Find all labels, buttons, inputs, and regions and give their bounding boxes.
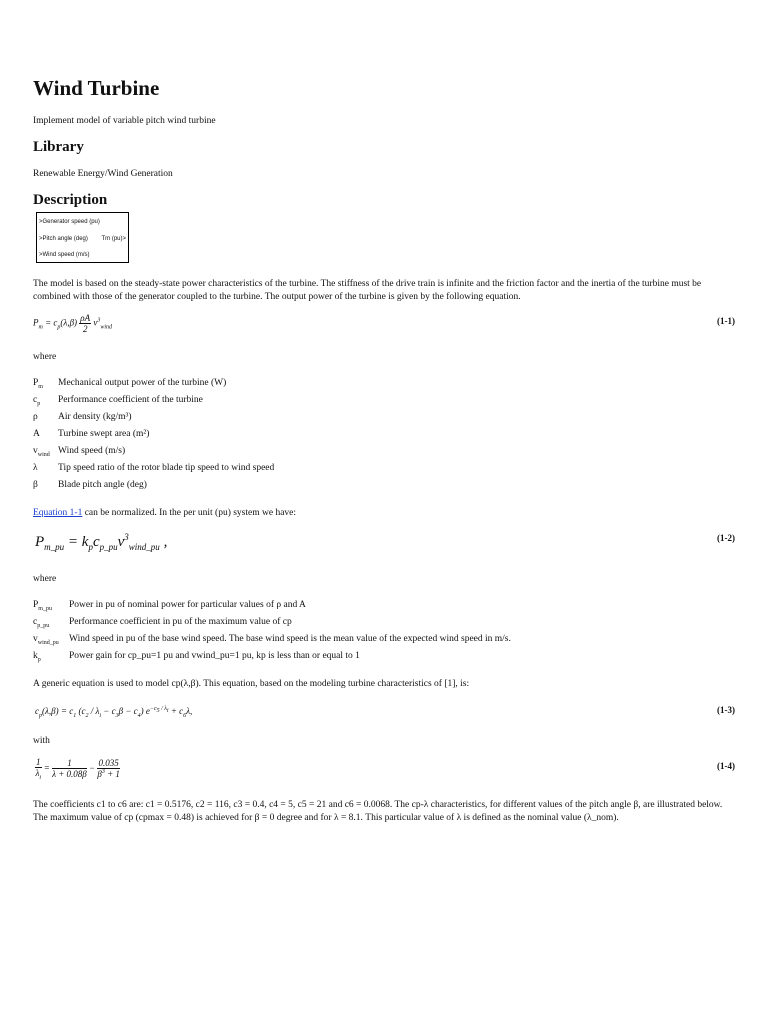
var-description: Power in pu of nominal power for particular values of ρ and A: [69, 600, 306, 610]
where-label: where: [33, 352, 57, 362]
var-symbol: $c_{p\_pu}$: [33, 617, 50, 629]
var-symbol: $v_{wind}$: [33, 446, 50, 458]
equation-number: (1-3): [717, 705, 735, 715]
block-input-pitch-angle: >Pitch angle (deg): [39, 236, 88, 242]
var-description: Wind speed (m/s): [58, 446, 126, 456]
var-description: Tip speed ratio of the rotor blade tip speed to wind speed: [58, 463, 275, 473]
var-symbol: λ: [33, 463, 38, 473]
var-symbol: $P_m$: [33, 378, 43, 390]
var-symbol: $v_{wind\_pu}$: [33, 634, 59, 646]
library-path: Renewable Energy/Wind Generation: [33, 169, 173, 179]
var-symbol: $c_p$: [33, 395, 41, 407]
var-symbol: $P_{m\_pu}$: [33, 600, 52, 612]
var-description: Power gain for cp_pu=1 pu and vwind_pu=1 pu, kp is less than or equal to 1: [69, 651, 360, 661]
where-label: where: [33, 574, 57, 584]
var-description: Wind speed in pu of the base wind speed. The base wind speed is the mean value of the expected wind speed in m/s.: [69, 634, 511, 644]
equation-1-4: $\frac{1}{\lambda_i}$ = $\frac{1}{\lambda + 0.08\beta}$ − $\frac{0.035}{\beta^3 + 1}$: [35, 757, 120, 781]
block-input-generator-speed: >Generator speed (pu): [39, 219, 100, 225]
block-output-tm: Tm (pu)>: [101, 236, 126, 242]
var-description: Turbine swept area (m²): [58, 429, 150, 439]
equation-1-3: $c_p(\lambda,\beta) = c_1$ $(c_2 / \lambda_i - c_3\beta - c_4) e^{-c_5 / \lambda_i} + c_6\lambda$,: [35, 706, 193, 719]
generic-equation-text: A generic equation is used to model cp(λ,β). This equation, based on the modeling turbine characteristics of [1], is:: [33, 679, 470, 689]
var-symbol: ρ: [33, 412, 38, 422]
description-paragraph: The model is based on the steady-state power characteristics of the turbine. The stiffness of the drive train is infinite and the friction factor and the inertia of the turbine must be combined with those of the generator coupled to the turbine. The output power of the turbine is given by the following equation.: [33, 279, 702, 302]
block-input-wind-speed: >Wind speed (m/s): [39, 252, 90, 258]
wind-turbine-block-diagram: [36, 212, 129, 263]
equation-1-2: $P_{m\_pu} = k_pc_{p\_pu}v^3_{wind\_pu}$ ,: [35, 532, 168, 552]
var-symbol: A: [33, 429, 40, 439]
page-subtitle: Implement model of variable pitch wind turbine: [33, 116, 216, 126]
var-description: Blade pitch angle (deg): [58, 480, 147, 490]
equation-number: (1-2): [717, 533, 735, 543]
var-symbol: β: [33, 480, 38, 490]
equation-1-1-link[interactable]: Equation 1-1: [33, 508, 83, 518]
var-description: Air density (kg/m³): [58, 412, 132, 422]
var-description: Mechanical output power of the turbine (W): [58, 378, 227, 388]
var-symbol: $k_p$: [33, 651, 41, 663]
equation-1-1: $P_m = c_p(\lambda,\beta)$ $\frac{\rho A}{2}$ $v^3_{wind}$: [33, 313, 113, 334]
equation-number: (1-4): [717, 761, 735, 771]
coefficients-paragraph: The coefficients c1 to c6 are: c1 = 0.5176, c2 = 116, c3 = 0.4, c4 = 5, c5 = 21 and c6 = 0.0068. The cp-λ characteristics, for different values of the pitch angle β, are illustrated below. The maximum value of cp (cpmax = 0.48) is achieved for β = 0 degree and for λ = 8.1. This particular value of λ is defined as the nominal value (λ_nom).: [33, 800, 723, 823]
page-title: Wind Turbine: [33, 76, 160, 100]
equation-number: (1-1): [717, 316, 735, 326]
var-description: Performance coefficient of the turbine: [58, 395, 203, 405]
library-heading: Library: [33, 139, 84, 155]
description-heading: Description: [33, 192, 108, 208]
with-label: with: [33, 736, 50, 746]
normalization-text: Equation 1-1 can be normalized. In the per unit (pu) system we have:: [33, 508, 297, 518]
var-description: Performance coefficient in pu of the maximum value of cp: [69, 617, 292, 627]
